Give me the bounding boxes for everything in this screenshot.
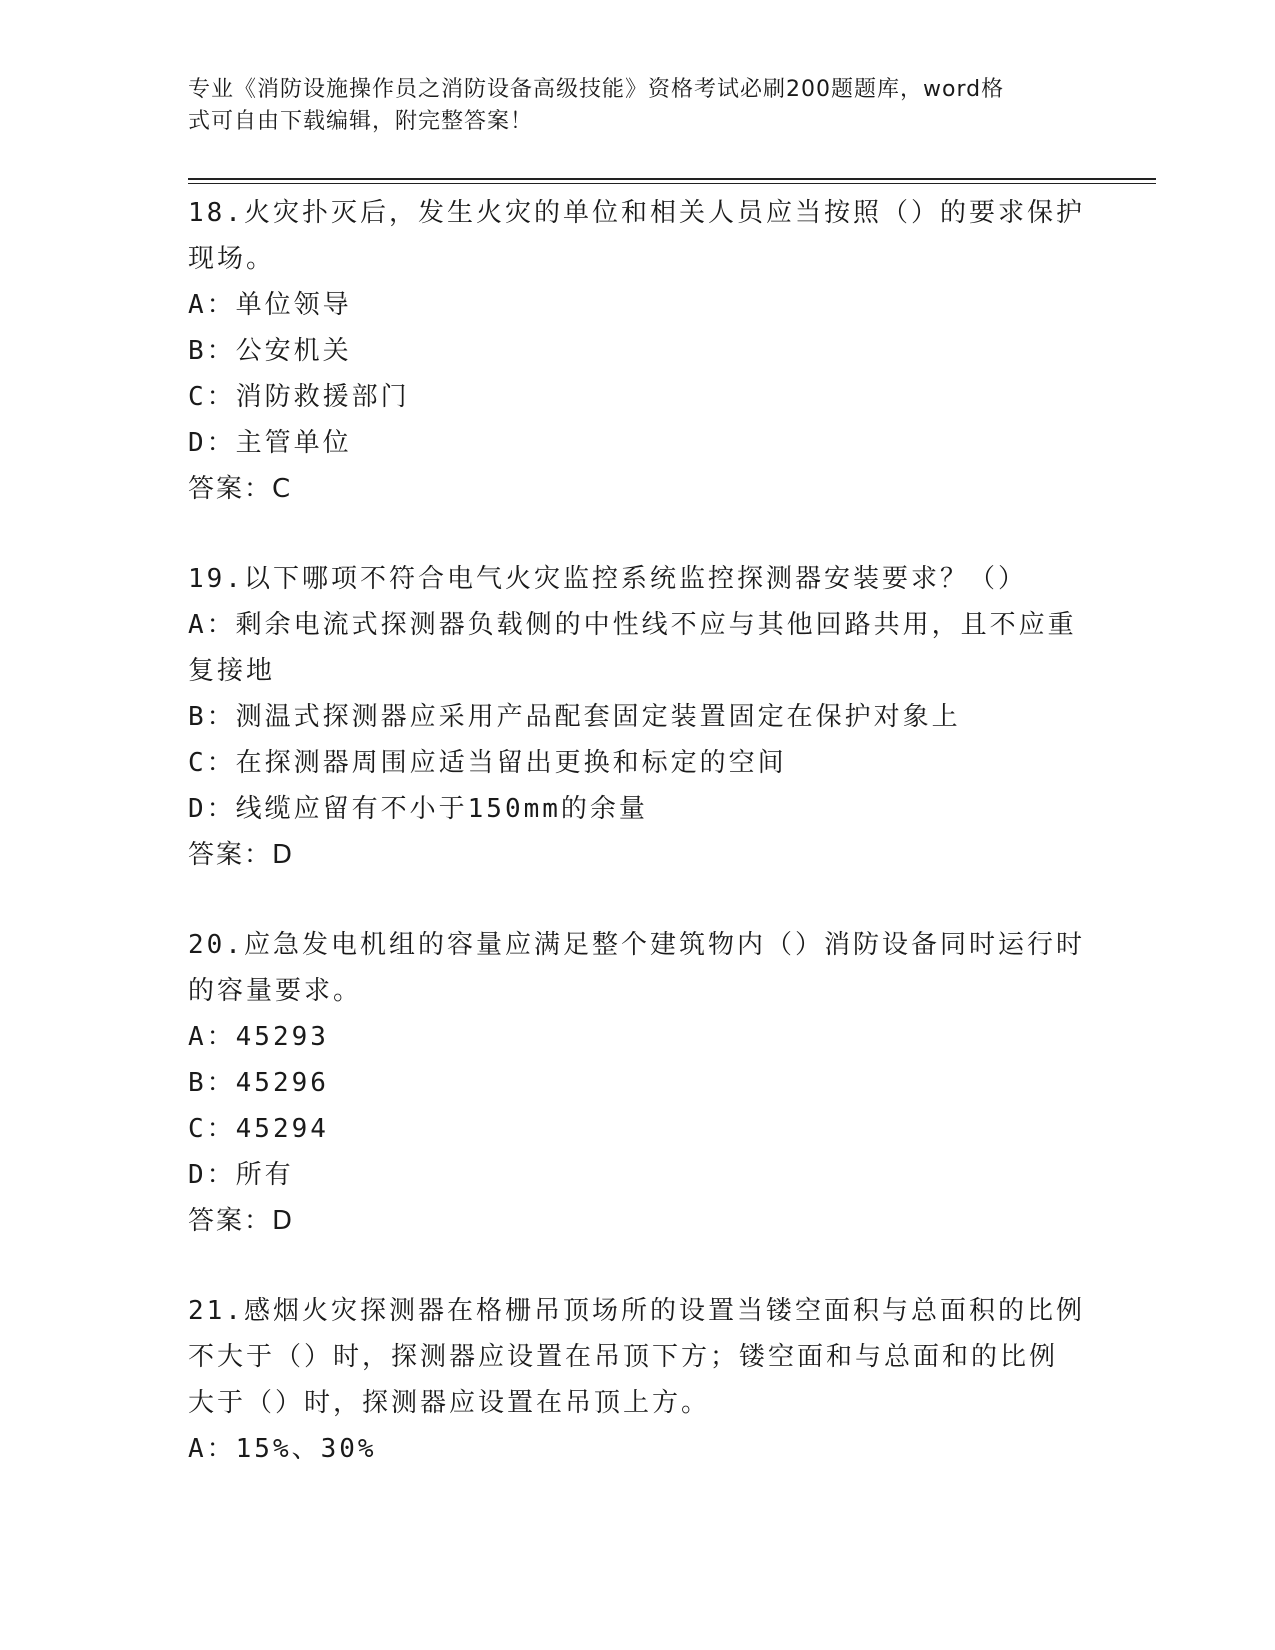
answer-option: D：主管单位: [188, 428, 352, 458]
question-block: [188, 1288, 1088, 1472]
answer-option: C：45294: [188, 1114, 329, 1144]
question-stem: 21.感烟火灾探测器在格栅吊顶场所的设置当镂空面积与总面积的比例: [188, 1296, 1085, 1326]
answer-option: A：剩余电流式探测器负载侧的中性线不应与其他回路共用，且不应重: [188, 610, 1077, 640]
answer-option: A：15%、30%: [188, 1434, 377, 1464]
question-block: [188, 922, 1088, 1244]
correct-answer: 答案：D: [188, 1206, 295, 1236]
header-line: 专业《消防设施操作员之消防设备高级技能》资格考试必刷200题题库，word格: [188, 77, 1005, 102]
correct-answer: 答案：D: [188, 840, 295, 870]
question-stem: 19.以下哪项不符合电气火灾监控系统监控探测器安装要求？（）: [188, 564, 1027, 594]
question-list: [188, 190, 1088, 1472]
answer-option: A：45293: [188, 1022, 329, 1052]
correct-answer: 答案：C: [188, 474, 293, 504]
question-stem: 20.应急发电机组的容量应满足整个建筑物内（）消防设备同时运行时: [188, 930, 1085, 960]
answer-option: C：在探测器周围应适当留出更换和标定的空间: [188, 748, 787, 778]
question-stem: 现场。: [188, 244, 276, 274]
answer-option: C：消防救援部门: [188, 382, 410, 412]
header-divider: [188, 183, 1156, 184]
answer-option: B：45296: [188, 1068, 329, 1098]
question-block: [188, 556, 1088, 878]
header-line: 式可自由下载编辑，附完整答案！: [188, 109, 534, 134]
question-stem: 18.火灾扑灭后，发生火灾的单位和相关人员应当按照（）的要求保护: [188, 198, 1085, 228]
document-header: [188, 74, 1068, 138]
header-divider: [188, 178, 1156, 180]
question-stem: 不大于（）时，探测器应设置在吊顶下方；镂空面和与总面和的比例: [188, 1342, 1059, 1372]
answer-option: A：单位领导: [188, 290, 352, 320]
answer-option: D：所有: [188, 1160, 294, 1190]
answer-option: 复接地: [188, 656, 276, 686]
question-stem: 的容量要求。: [188, 976, 363, 1006]
question-stem: 大于（）时，探测器应设置在吊顶上方。: [188, 1388, 711, 1418]
answer-option: B：公安机关: [188, 336, 352, 366]
question-block: [188, 190, 1088, 512]
answer-option: B：测温式探测器应采用产品配套固定装置固定在保护对象上: [188, 702, 961, 732]
answer-option: D：线缆应留有不小于150mm的余量: [188, 794, 648, 824]
